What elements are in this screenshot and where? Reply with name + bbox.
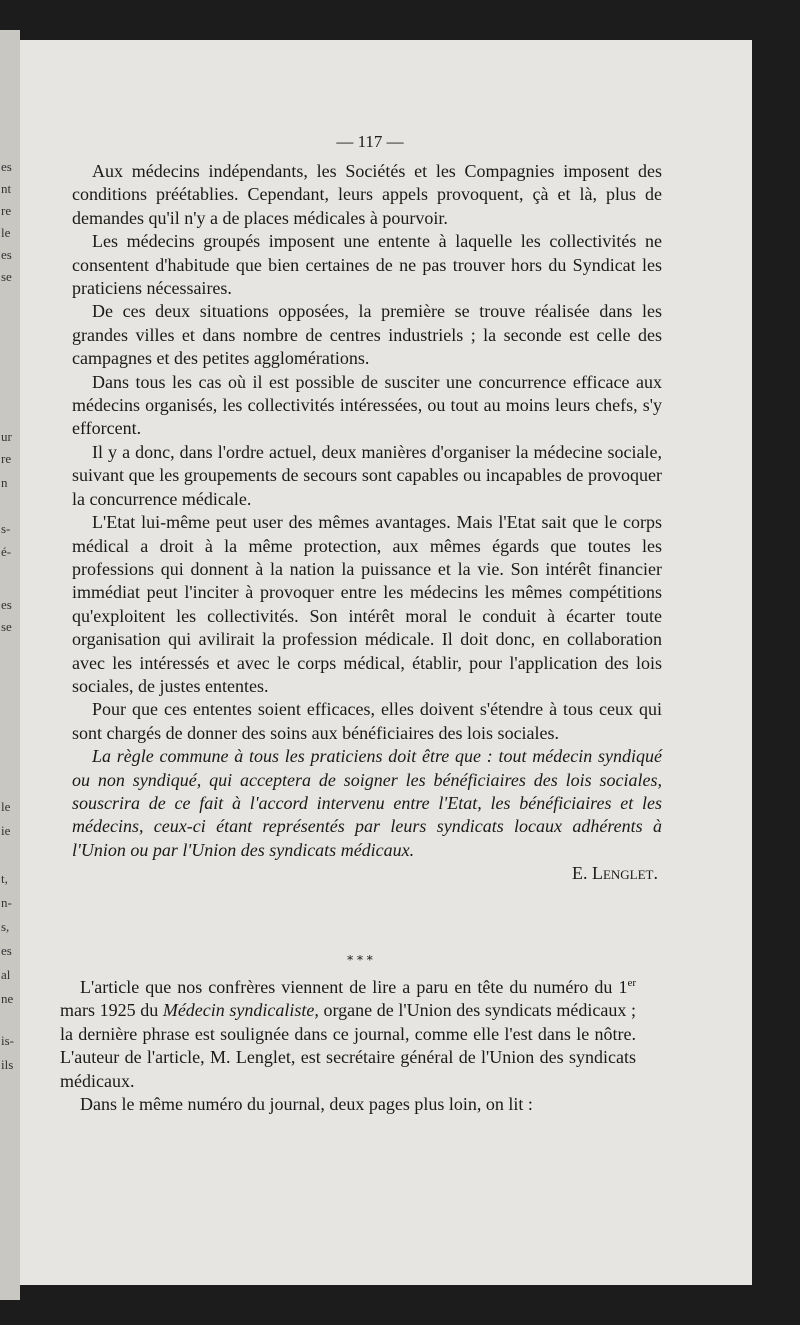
margin-fragment: re [1, 451, 12, 466]
margin-fragment: n [1, 475, 8, 490]
paragraph: L'article que nos confrères viennent de lire a paru en tête du numéro du 1er mars 1925 du Médecin syndicaliste, organe de l'Union des syndicats médicaux ; la dernière phrase est soulignée dans ce journal, comme elle l'est dans le nôtre. L'auteur de l'article, M. Lenglet, est secrétaire général de l'Union des syndicats médicaux. [60, 977, 636, 1091]
margin-fragment: n- [1, 895, 12, 910]
margin-fragment: es [1, 247, 12, 262]
margin-fragment: al [1, 967, 11, 982]
paragraph: Dans tous les cas où il est possible de susciter une concurrence efficace aux médecins organisés, les collectivités intéressées, ou tout au moins leurs chefs, s'y efforcent. [72, 371, 662, 439]
margin-fragment: s- [1, 521, 11, 536]
author-signature: E. Lenglet. [571, 863, 658, 884]
adjacent-page-edge [0, 30, 20, 1300]
page-number: — 117 — [336, 132, 404, 151]
margin-fragment: es [1, 159, 12, 174]
italic-rule-paragraph: La règle commune à tous les praticiens doit être que : tout médecin syndiqué ou non syndiqué, qui acceptera de soigner les bénéficiaires des lois sociales, souscrira de ce fait à l'accord intervenu entre l'Etat, les bénéficiaires et les médecins, ceux-ci étant représentés par leurs syndicats locaux adhérents à l'Union ou par l'Union des syndicats médicaux. [72, 746, 662, 860]
journal-title: Médecin syndicaliste, [162, 1000, 319, 1021]
margin-fragment: le [1, 225, 11, 240]
book-page [20, 40, 752, 1285]
article-body [72, 160, 662, 886]
margin-fragment: ne [1, 991, 14, 1006]
margin-fragment: ur [1, 429, 12, 444]
margin-fragment: es [1, 597, 12, 612]
margin-fragment: re [1, 203, 12, 218]
margin-fragment: le [1, 799, 11, 814]
margin-fragment: ils [1, 1057, 14, 1072]
margin-fragment: se [1, 619, 12, 634]
margin-fragment: s, [1, 919, 10, 934]
superscript: er [627, 977, 636, 989]
margin-fragment: nt [1, 181, 12, 196]
paragraph: Il y a donc, dans l'ordre actuel, deux manières d'organiser la médecine sociale, suivant que les groupements de secours sont capables ou incapables de provoquer la concurrence médicale. [72, 441, 662, 509]
margin-fragment: é- [1, 544, 12, 559]
section-separator: * * * [347, 953, 373, 967]
margin-fragment: t, [1, 871, 8, 886]
margin-fragment: se [1, 269, 12, 284]
margin-fragment: ie [1, 823, 11, 838]
commentary-body [60, 972, 636, 1116]
margin-fragment: es [1, 943, 12, 958]
paragraph: De ces deux situations opposées, la première se trouve réalisée dans les grandes villes et dans nombre de centres industriels ; la seconde est celle des campagnes et des petites agglomérations. [72, 301, 662, 369]
paragraph: Les médecins groupés imposent une entente à laquelle les collectivités ne consentent d'habitude que bien certaines de ne pas trouver hors du Syndicat les praticiens nécessaires. [72, 231, 662, 299]
paragraph: Aux médecins indépendants, les Sociétés et les Compagnies imposent des conditions préétablies. Cependant, leurs appels provoquent, çà et là, plus de demandes qu'il n'y a de places médicales à pourvoir. [72, 161, 662, 228]
paragraph: L'Etat lui-même peut user des mêmes avantages. Mais l'Etat sait que le corps médical a droit à la même protection, aux mêmes égards que toutes les professions qui donnent à la nation la puissance et la vie. Son intérêt financier immédiat peut l'inciter à provoquer entre les médecins les mêmes compétitions qu'exploitent les collectivités. Son intérêt moral le conduit à écarter toute organisation qui avilirait la profession médicale. Il doit donc, en collaboration avec les intéressés et avec le corps médical, établir, pour l'application des lois sociales, de justes ententes. [72, 512, 662, 696]
margin-fragment: is- [1, 1033, 14, 1048]
paragraph: Dans le même numéro du journal, deux pages plus loin, on lit : [80, 1094, 533, 1115]
paragraph: Pour que ces ententes soient efficaces, elles doivent s'étendre à tous ceux qui sont chargés de donner des soins aux bénéficiaires des lois sociales. [72, 699, 662, 743]
